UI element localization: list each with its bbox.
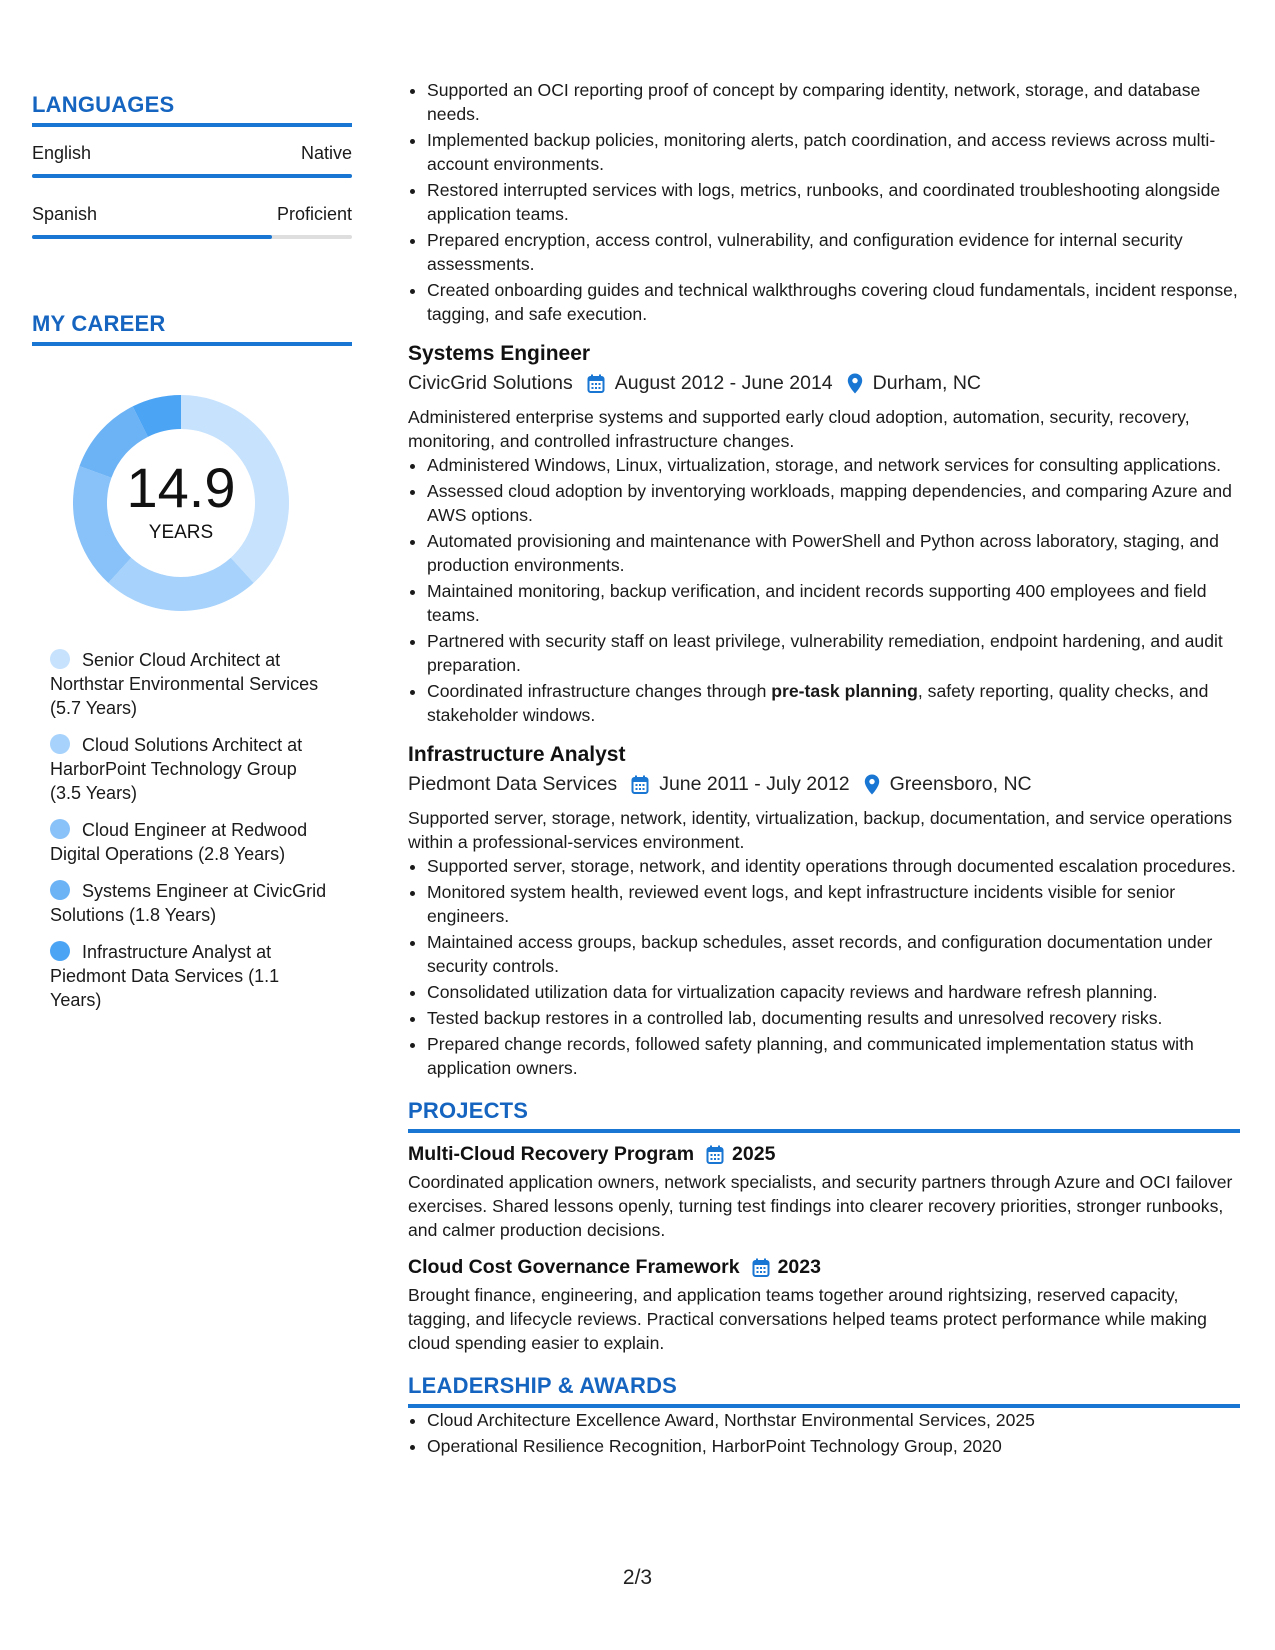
award-item: • Cloud Architecture Excellence Award, Northstar Environmental Services, 2025	[427, 1408, 1240, 1432]
bullet-item: • Prepared encryption, access control, vulnerability, and configuration evidence for internal security assessments.	[427, 228, 1240, 276]
job-title: Systems Engineer	[408, 342, 591, 365]
job-location: Greensboro, NC	[889, 773, 1032, 795]
legend-item	[50, 940, 330, 1012]
project-description: Brought finance, engineering, and application teams together around rightsizing, reserved capacity, tagging, and lifecycle reviews. Practical conversations helped teams protect performance while making cloud spending easier to explain.	[408, 1285, 1207, 1353]
career-legend	[50, 648, 330, 1012]
language-bar	[32, 174, 352, 178]
calendar-icon	[587, 374, 605, 394]
legend-label: Cloud Engineer at Redwood Digital Operations (2.8 Years)	[50, 820, 308, 864]
project-title: Multi-Cloud Recovery Program	[408, 1143, 695, 1165]
legend-dot	[50, 734, 70, 754]
language-item	[32, 204, 352, 239]
language-bar	[32, 235, 352, 239]
bullet-item: • Tested backup restores in a controlled lab, documenting results and unresolved recovery risks.	[427, 1006, 1240, 1030]
job-bullets	[408, 453, 1240, 727]
languages-heading: LANGUAGES	[32, 92, 352, 127]
page-number: 2/3	[622, 1566, 653, 1589]
legend-item	[50, 648, 330, 720]
job-title: Infrastructure Analyst	[408, 743, 626, 766]
projects-section	[408, 1098, 1240, 1355]
awards-section	[408, 1373, 1240, 1458]
legend-label: Cloud Solutions Architect at HarborPoint Technology Group (3.5 Years)	[50, 735, 303, 803]
project-year: 2025	[732, 1143, 776, 1165]
map-pin-icon	[864, 774, 880, 795]
language-name: English	[32, 143, 92, 163]
awards-list	[408, 1408, 1240, 1458]
career-heading: MY CAREER	[32, 311, 352, 346]
language-name: Spanish	[32, 204, 98, 224]
bullet-item: • Created onboarding guides and technical walkthroughs covering cloud fundamentals, incident response, tagging, and safe execution.	[427, 278, 1240, 326]
awards-heading: LEADERSHIP & AWARDS	[408, 1373, 1240, 1408]
calendar-icon	[752, 1258, 770, 1278]
project-entry	[408, 1143, 1240, 1242]
bullet-item: • Automated provisioning and maintenance with PowerShell and Python across laboratory, staging, and production environments.	[427, 529, 1240, 577]
award-item: • Operational Resilience Recognition, HarborPoint Technology Group, 2020	[427, 1434, 1240, 1458]
left-column	[32, 92, 352, 1025]
legend-dot	[50, 941, 70, 961]
bullet-item: • Partnered with security staff on least privilege, vulnerability remediation, endpoint hardening, and audit preparation.	[427, 629, 1240, 677]
legend-dot	[50, 649, 70, 669]
job-dates: August 2012 - June 2014	[614, 372, 833, 394]
language-item	[32, 143, 352, 178]
bullet-item: • Implemented backup policies, monitoring alerts, patch coordination, and access reviews across multi-account environments.	[427, 128, 1240, 176]
previous-job-bullets	[408, 78, 1240, 326]
job-dates: June 2011 - July 2012	[659, 773, 850, 795]
legend-label: Infrastructure Analyst at Piedmont Data Services (1.1 Years)	[50, 942, 280, 1010]
language-bar-fill	[32, 235, 272, 239]
legend-item	[50, 879, 330, 927]
calendar-icon	[631, 775, 649, 795]
job-company: Piedmont Data Services	[408, 773, 618, 795]
job-meta	[408, 773, 1240, 796]
job-location: Durham, NC	[872, 372, 982, 394]
career-donut-chart	[66, 388, 296, 618]
job-summary: Administered enterprise systems and supported early cloud adoption, automation, security, recovery, monitoring, and controlled infrastructure changes.	[408, 407, 1190, 451]
donut-center	[66, 388, 296, 618]
legend-dot	[50, 819, 70, 839]
job-summary: Supported server, storage, network, identity, virtualization, backup, documentation, and service operations within a professional-services environment.	[408, 808, 1233, 852]
legend-item	[50, 733, 330, 805]
job-entry	[408, 340, 1240, 727]
language-level: Proficient	[276, 204, 352, 224]
bullet-item: • Supported an OCI reporting proof of concept by comparing identity, network, storage, and database needs.	[427, 78, 1240, 126]
calendar-icon	[706, 1145, 724, 1165]
bullet-item: • Maintained access groups, backup schedules, asset records, and configuration documentation under security controls.	[427, 930, 1240, 978]
job-company: CivicGrid Solutions	[408, 372, 573, 394]
map-pin-icon	[847, 373, 863, 394]
bullet-item	[427, 679, 1240, 727]
project-year: 2023	[777, 1256, 821, 1278]
bullet-text: , safety reporting, quality checks, and stakeholder windows.	[427, 681, 1209, 725]
bullet-text: Coordinated infrastructure changes through	[427, 681, 772, 701]
bullet-item: • Consolidated utilization data for virtualization capacity reviews and hardware refresh planning.	[427, 980, 1240, 1004]
bullet-item: • Assessed cloud adoption by inventorying workloads, mapping dependencies, and comparing Azure and AWS options.	[427, 479, 1240, 527]
career-total-label: YEARS	[148, 522, 214, 543]
legend-item	[50, 818, 330, 866]
bullet-item: • Maintained monitoring, backup verification, and incident records supporting 400 employees and field teams.	[427, 579, 1240, 627]
job-meta	[408, 372, 1240, 395]
projects-heading: PROJECTS	[408, 1098, 1240, 1133]
project-description: Coordinated application owners, network specialists, and security partners through Azure and OCI failover exercises. Shared lessons openly, turning test findings into clearer recovery priorities, stronger runbooks, and calmer production decisions.	[408, 1172, 1233, 1240]
bullet-item: • Supported server, storage, network, and identity operations through documented escalation procedures.	[427, 854, 1240, 878]
job-bullets	[408, 854, 1240, 1080]
language-level: Native	[300, 143, 352, 163]
project-entry	[408, 1256, 1240, 1355]
right-column	[408, 78, 1240, 1460]
bullet-item: • Administered Windows, Linux, virtualization, storage, and network services for consulting applications.	[427, 453, 1240, 477]
project-title: Cloud Cost Governance Framework	[408, 1256, 740, 1278]
language-bar-fill	[32, 174, 352, 178]
legend-dot	[50, 880, 70, 900]
bullet-bold-text: pre-task planning	[771, 681, 918, 701]
career-total-years: 14.9	[126, 456, 236, 519]
legend-label: Systems Engineer at CivicGrid Solutions (1.8 Years)	[50, 881, 327, 925]
bullet-item: • Restored interrupted services with logs, metrics, runbooks, and coordinated troubleshooting alongside application teams.	[427, 178, 1240, 226]
legend-label: Senior Cloud Architect at Northstar Environmental Services (5.7 Years)	[50, 650, 319, 718]
job-entry	[408, 741, 1240, 1080]
bullet-item: • Monitored system health, reviewed event logs, and kept infrastructure incidents visible for senior engineers.	[427, 880, 1240, 928]
bullet-item: • Prepared change records, followed safety planning, and communicated implementation status with application owners.	[427, 1032, 1240, 1080]
